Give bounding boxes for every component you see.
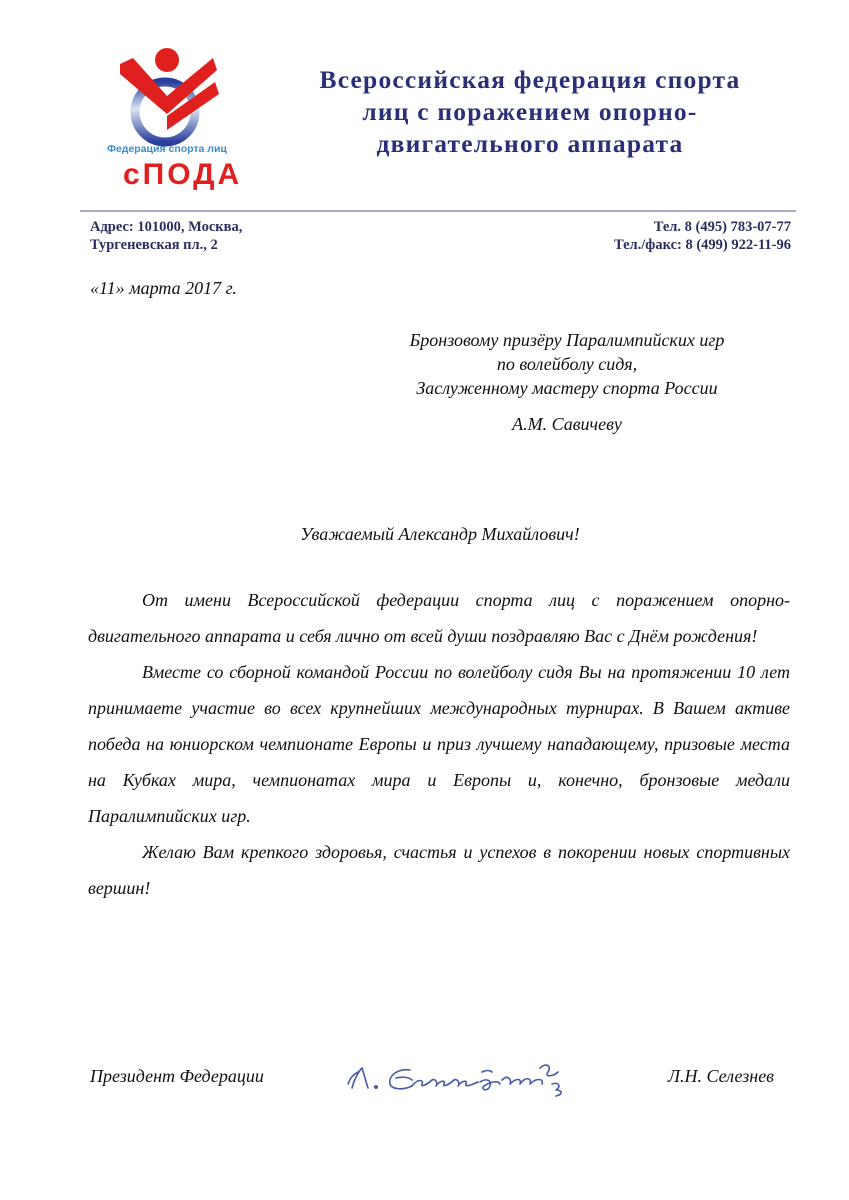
body-paragraph: От имени Всероссийской федерации спорта лиц с поражением опорно-двигательного аппарата и себя лично от всей души поздравляю Вас с Днём рождения! [88,590,790,646]
recipient-line: по волейболу сидя, [496,354,638,374]
letter-body [88,582,790,906]
signatory-title: Президент Федерации [90,1066,264,1086]
signatory-name: Л.Н. Селезнев [667,1066,774,1086]
body-paragraph: Вместе со сборной командой России по волейболу сидя Вы на протяжении 10 лет принимаете участие во всех крупнейших международных турнирах. В Вашем активе победа на юниорском чемпионате Европы и приз лучшему нападающему, призовые места на Кубках мира, чемпионатах мира и Европы и, конечно, бронзовые медали Паралимпийских игр. [88,662,790,826]
recipient-line: Бронзовому призёру Паралимпийских игр [409,330,725,350]
org-title-line: лиц с поражением опорно- [362,97,698,126]
org-title-line: двигательного аппарата [376,129,684,158]
body-paragraph: Желаю Вам крепкого здоровья, счастья и успехов в покорении новых спортивных вершин! [88,842,790,898]
handwritten-signature [340,1050,625,1100]
address-block [90,218,242,254]
fax-line: Тел./факс: 8 (499) 922-11-96 [613,237,791,253]
logo-wordmark: сПОДА [123,158,243,191]
logo-head-icon [155,48,179,72]
phone-line: Тел. 8 (495) 783-07-77 [653,219,791,235]
organization-title [270,64,790,160]
salutation: Уважаемый Александр Михайлович! [300,524,580,544]
phone-block [614,218,791,254]
logo-subtitle: Федерация спорта лиц [107,143,227,155]
address-line: Тургеневская пл., 2 [90,237,218,253]
org-title-line: Всероссийская федерация спорта [319,65,741,94]
recipient-line: Заслуженному мастеру спорта России [416,378,718,398]
address-line: Адрес: 101000, Москва, [90,219,243,235]
header-divider [80,210,796,212]
recipient-name: А.М. Савичеву [512,414,622,434]
recipient-block [362,328,772,400]
letter-date: «11» марта 2017 г. [90,278,237,298]
